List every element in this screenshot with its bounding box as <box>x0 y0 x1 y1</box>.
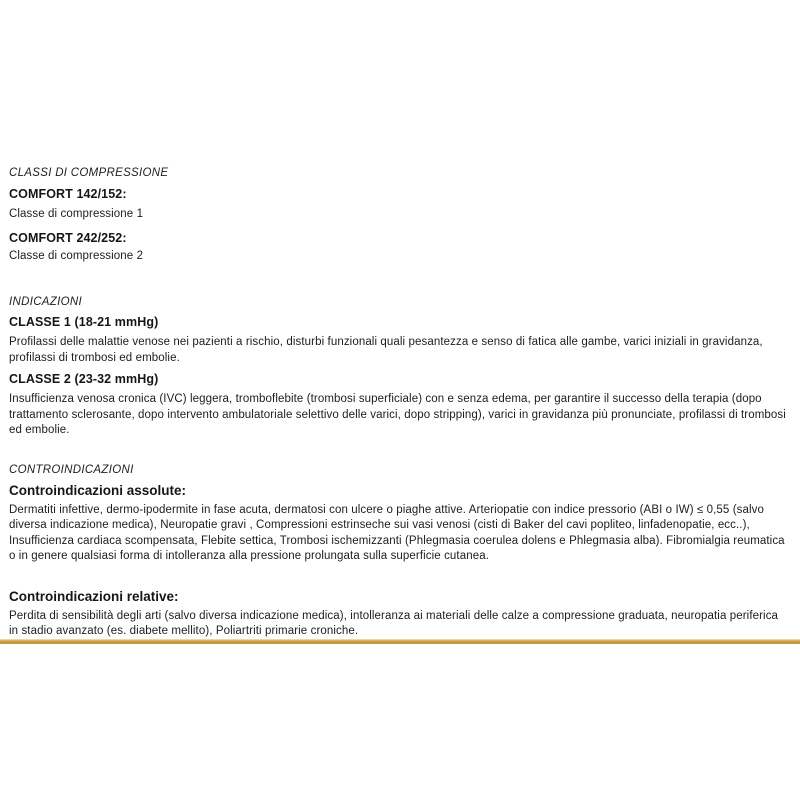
relative-contraindications-label: Controindicazioni relative: <box>9 588 179 604</box>
gold-divider-bar <box>0 639 800 644</box>
section-indications <box>9 295 790 439</box>
section-heading-contraindications: CONTROINDICAZIONI <box>9 463 134 476</box>
compression-class-1-text: Classe di compressione 1 <box>9 208 144 220</box>
product-label-comfort-242-252: COMFORT 242/252: <box>9 230 127 245</box>
class-1-indications-text: Profilassi delle malattie venose nei pazienti a rischio, disturbi funzionali quali pesantezza e senso di fatica alle gambe, varici iniziali in gravidanza, profilassi di trombosi ed embolie. <box>9 336 763 364</box>
absolute-contraindications-text: Dermatiti infettive, dermo-ipodermite in fase acuta, dermatosi con ulcere o piaghe attive. Arteriopatie con indice pressorio (ABI o IW) ≤ 0,55 (salvo diversa indicazione medica), Neuropatie gravi , Compressioni estrinseche sui vasi venosi (cisti di Baker del cavi popliteo, linfadenopatie, ecc..), Insufficienza cardiaca scompensata, Flebite settica, Trombosi ischemizzanti (Phlegmasia coerulea dolens e Phlegmasia alba). Fibromialgia reumatica o in genere qualsiasi forma di intolleranza alla pressione prolungata sulla superficie cutanea. <box>9 503 785 562</box>
product-label-comfort-142-152: COMFORT 142/152: <box>9 187 127 201</box>
class-1-label: CLASSE 1 (18-21 mmHg) <box>9 315 159 329</box>
section-heading-indications: INDICAZIONI <box>9 296 82 308</box>
section-compression-classes <box>9 166 790 264</box>
class-2-label: CLASSE 2 (23-32 mmHg) <box>9 372 159 386</box>
section-heading-compression-classes: CLASSI DI COMPRESSIONE <box>9 167 169 179</box>
class-2-indications-text: Insufficienza venosa cronica (IVC) leggera, tromboflebite (trombosi superficiale) con e senza edema, per garantire il successo della terapia (dopo trattamento sclerosante, dopo intervento ambulatoriale selettivo delle varici, dopo stripping), varici in gravidanza più pronunciate, profilassi di trombosi ed embolie. <box>9 393 786 436</box>
relative-contraindications-text: Perdita di sensibilità degli arti (salvo diversa indicazione medica), intolleranza ai materiali delle calze a compressione graduata, neuropatia periferica in stadio avanzato (es. diabete mellito), Poliartriti primarie croniche. <box>9 609 779 637</box>
section-contraindications <box>9 463 790 640</box>
absolute-contraindications-label: Controindicazioni assolute: <box>9 482 187 498</box>
compression-class-2-text: Classe di compressione 2 <box>9 249 144 262</box>
